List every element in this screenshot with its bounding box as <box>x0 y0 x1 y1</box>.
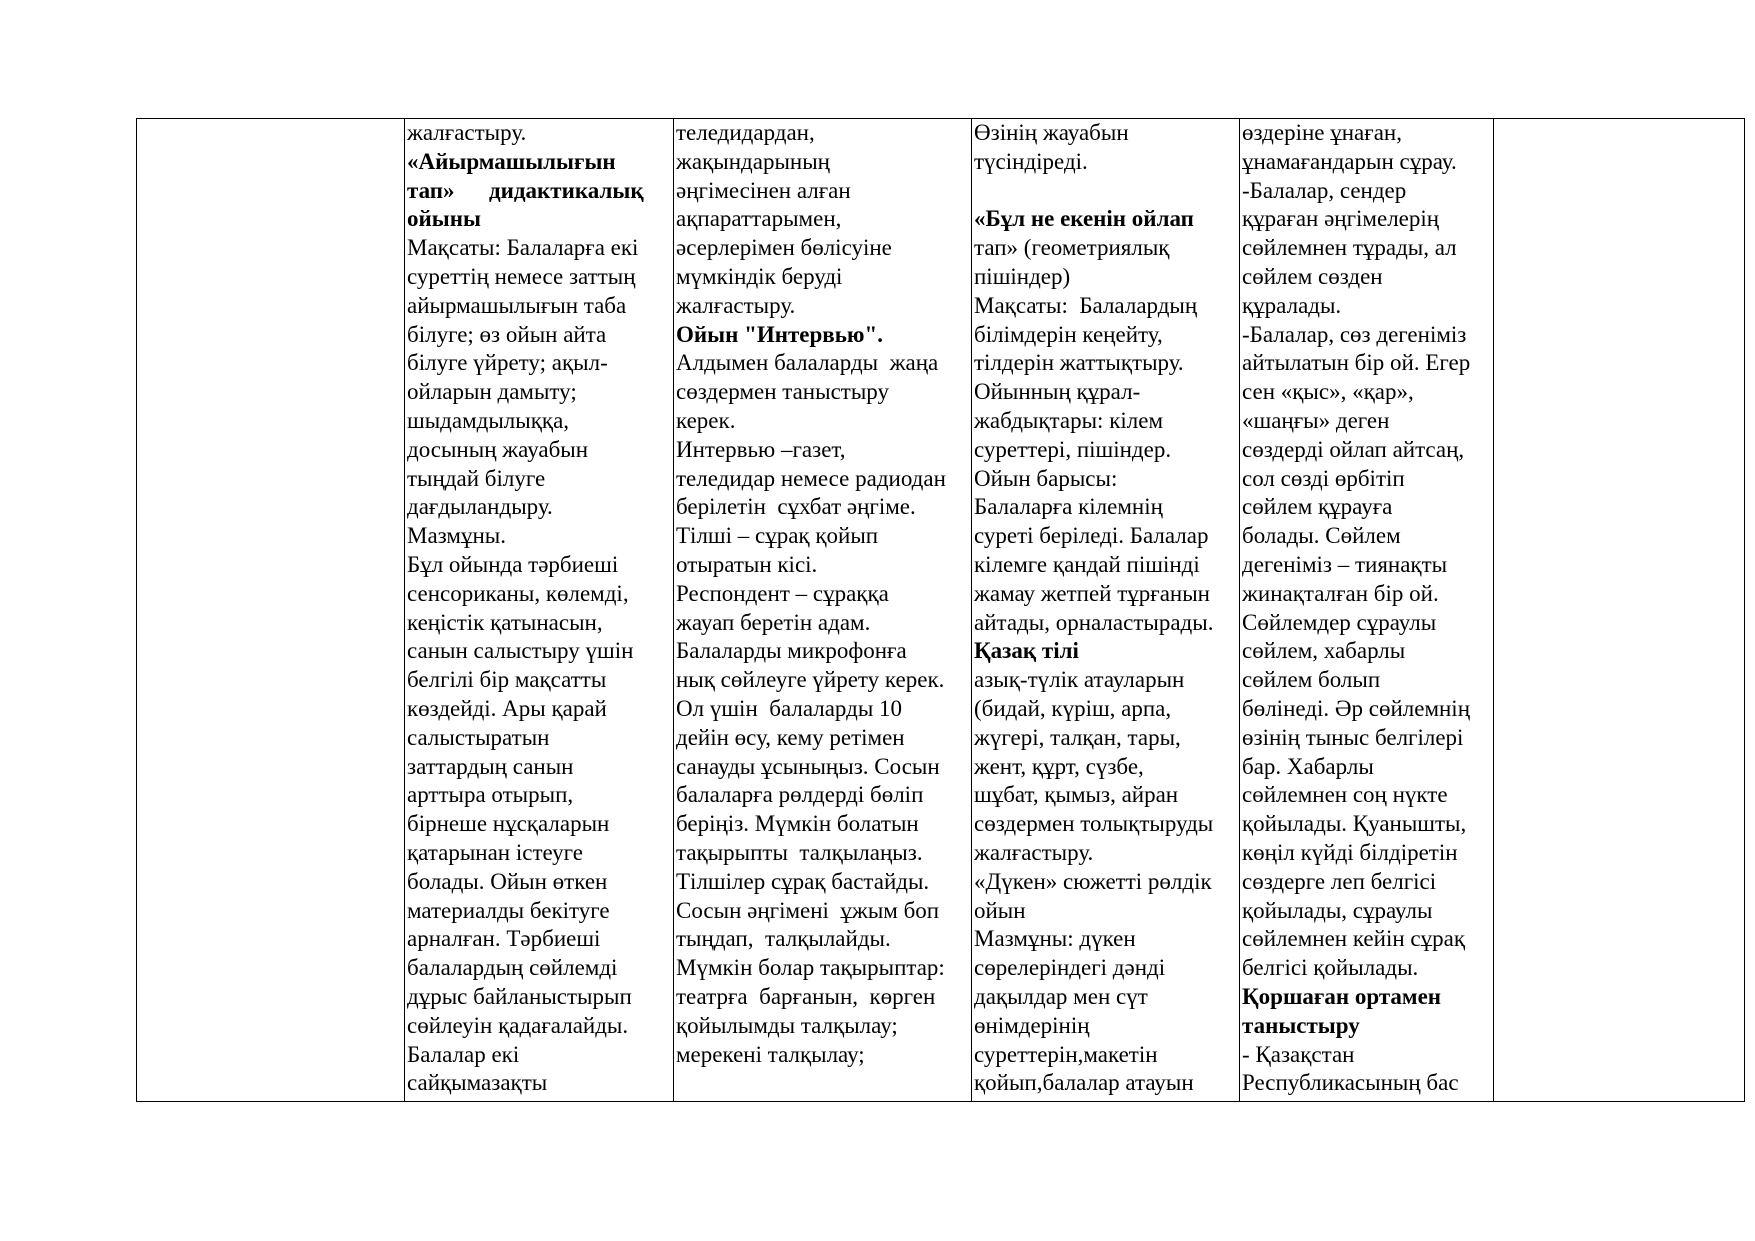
text-line: өнімдерінің <box>974 1012 1090 1038</box>
text-line: берілетін сұхбат әңгіме. <box>676 494 916 520</box>
text-line: Қоршаған ортамен <box>1242 983 1442 1009</box>
text-line: бірнеше нұсқаларын <box>407 811 610 837</box>
text-line: айтылатын бір ой. Егер <box>1242 350 1471 376</box>
text-line: мерекені талқылау; <box>676 1041 865 1067</box>
text-line: досының жауабын <box>407 436 589 462</box>
text-line: жалғастыру. <box>676 292 796 318</box>
table-cell-1 <box>137 119 405 1102</box>
text-line: сөздермен толықтыруды <box>974 811 1214 837</box>
text-line: балалардың сөйлемді <box>407 955 618 981</box>
text-line: азық-түлік атауларын <box>974 667 1185 693</box>
text-line: Интервью –газет, <box>676 436 846 462</box>
text-line: ойларын дамыту; <box>407 379 577 405</box>
text-line: тап» (геометриялық <box>974 235 1170 261</box>
table-cell-2 <box>405 119 674 1102</box>
text-line: жалғастыру. <box>974 839 1094 865</box>
text-line: Ол үшін балаларды 10 <box>676 695 903 721</box>
text-line: пішіндер) <box>974 263 1071 289</box>
text-line: теледидардан, <box>676 120 815 145</box>
text-line: Ойын "Интервью". <box>676 321 883 347</box>
text-line: арналған. Тәрбиеші <box>407 926 601 952</box>
text-line: суреті беріледі. Балалар <box>974 523 1209 549</box>
text-line: тыңдай білуге <box>407 465 546 491</box>
text-line: Респондент – сұраққа <box>676 580 889 606</box>
text-line: салыстыратын <box>407 724 550 750</box>
text-line: кеңістік қатынасын, <box>407 609 603 635</box>
text-line: жақындарының <box>676 148 830 174</box>
text-line: (бидай, күріш, арпа, <box>974 695 1172 721</box>
text-line: балаларға рөлдерді бөліп <box>676 782 924 808</box>
text-line: дейін өсу, кему ретімен <box>676 724 905 750</box>
text-line: тілдерін жаттықтыру. <box>974 350 1184 376</box>
text-line: жауап беретін адам. <box>676 609 871 635</box>
text-line: Өзінің жауабын <box>974 120 1129 145</box>
text-line: нық сөйлеуге үйрету керек. <box>676 667 945 693</box>
text-line: сөйлем құрауға <box>1242 494 1393 520</box>
text-line: сөрелеріндегі дәнді <box>974 955 1166 981</box>
text-line: тап» дидактикалық <box>407 177 644 203</box>
text-line: сайқымазақты <box>407 1070 548 1096</box>
text-line: Мақсаты: Балалардың <box>974 292 1198 318</box>
text-line: керек. <box>676 407 736 433</box>
text-line: әсерлерімен бөлісуіне <box>676 235 892 261</box>
text-line: «Айырмашылығын <box>407 148 616 174</box>
text-line: жамау жетпей тұрғанын <box>974 580 1210 606</box>
text-line: өзінің тыныс белгілері <box>1242 724 1464 750</box>
text-line: сөйлеуін қадағалайды. <box>407 1012 629 1038</box>
text-line: -Балалар, сөз дегеніміз <box>1242 321 1467 347</box>
plan-table <box>136 118 1745 1102</box>
text-line: отыратын кісі. <box>676 551 818 577</box>
text-line: бар. Хабарлы <box>1242 753 1374 779</box>
text-line: «Бұл не екенін ойлап <box>974 206 1194 232</box>
text-line: бөлінеді. Әр сөйлемнің <box>1242 695 1471 721</box>
text-line: өздеріне ұнаған, <box>1242 120 1402 145</box>
text-line: әңгімесінен алған <box>676 177 851 203</box>
text-line: - Қазақстан <box>1242 1041 1355 1067</box>
text-line: сөйлем болып <box>1242 667 1381 693</box>
text-line: жабдықтары: кілем <box>974 407 1163 433</box>
text-line: кілемге қандай пішінді <box>974 551 1200 577</box>
text-line: белгісі қойылады. <box>1242 955 1419 981</box>
cell-text <box>974 119 1237 1098</box>
text-line: сөйлемнен тұрады, ал <box>1242 235 1457 261</box>
table-cell-3 <box>674 119 972 1102</box>
text-line: болады. Ойын өткен <box>407 868 608 894</box>
text-line: санын салыстыру үшін <box>407 638 634 664</box>
text-line: Мүмкін болар тақырыптар: <box>676 955 945 981</box>
text-line: көңіл күйді білдіретін <box>1242 839 1458 865</box>
text-line: арттыра отырып, <box>407 782 574 808</box>
table-row <box>137 119 1745 1102</box>
text-line: білімдерін кеңейту, <box>974 321 1163 347</box>
text-line: «шаңғы» деген <box>1242 407 1390 433</box>
text-line: Мазмұны: дүкен <box>974 926 1136 952</box>
text-line: білуге үйрету; ақыл- <box>407 350 608 376</box>
text-line: Сосын әңгімені ұжым боп <box>676 897 940 923</box>
text-line: сөздерді ойлап айтсаң, <box>1242 436 1465 462</box>
text-line: суреттерін,макетін <box>974 1041 1158 1067</box>
text-line: -Балалар, сендер <box>1242 177 1407 203</box>
text-line: шыдамдылыққа, <box>407 407 570 433</box>
text-line: Мақсаты: Балаларға екі <box>407 235 639 261</box>
text-line: сөйлем, хабарлы <box>1242 638 1406 664</box>
text-line: тақырыпты талқылаңыз. <box>676 839 923 865</box>
text-line: ойыны <box>407 206 481 232</box>
text-line: ұнамағандарын сұрау. <box>1242 148 1457 174</box>
text-line: белгілі бір мақсатты <box>407 667 607 693</box>
text-line: шұбат, қымыз, айран <box>974 782 1179 808</box>
text-line: санауды ұсыныңыз. Сосын <box>676 753 940 779</box>
text-line: сөйлемнен кейін сұрақ <box>1242 926 1465 952</box>
text-line: театрға барғанын, көрген <box>676 983 936 1009</box>
text-line: болады. Сөйлем <box>1242 523 1401 549</box>
text-line: дақылдар мен сүт <box>974 983 1148 1009</box>
cell-text <box>1242 119 1491 1098</box>
text-line: қойып,балалар атауын <box>974 1070 1194 1096</box>
cell-text <box>676 119 969 1069</box>
text-line: «Дүкен» сюжетті рөлдік <box>974 868 1212 894</box>
text-line: қойылымды талқылау; <box>676 1012 898 1038</box>
text-line: дұрыс байланыстырып <box>407 983 632 1009</box>
text-line: қойылады. Қуанышты, <box>1242 811 1467 837</box>
table-cell-6 <box>1494 119 1745 1102</box>
text-line <box>974 177 1237 206</box>
text-line: Мазмұны. <box>407 523 506 549</box>
cell-text <box>407 119 671 1098</box>
text-line: құралады. <box>1242 292 1342 318</box>
text-line: құраған әңгімелерің <box>1242 206 1440 232</box>
text-line: Балалар екі <box>407 1041 520 1067</box>
text-line: таныстыру <box>1242 1012 1360 1038</box>
text-line: жүгері, талқан, тары, <box>974 724 1181 750</box>
text-line: айтады, орналастырады. <box>974 609 1214 635</box>
text-line: сөйлемнен соң нүкте <box>1242 782 1448 808</box>
text-line: мүмкіндік беруді <box>676 263 843 289</box>
text-line: жент, құрт, сүзбе, <box>974 753 1144 779</box>
text-line: айырмашылығын таба <box>407 292 627 318</box>
text-line: Республикасының бас <box>1242 1070 1459 1096</box>
text-line: қойылады, сұраулы <box>1242 897 1433 923</box>
text-line: Ойын барысы: <box>974 465 1118 491</box>
text-line: дегеніміз – тиянақты <box>1242 551 1448 577</box>
text-line: заттардың санын <box>407 753 574 779</box>
text-line: сөздермен таныстыру <box>676 379 889 405</box>
text-line: Бұл ойында тәрбиеші <box>407 551 619 577</box>
text-line: Тілші – сұрақ қойып <box>676 523 879 549</box>
text-line: сенсориканы, көлемді, <box>407 580 629 606</box>
text-line: Ойынның құрал- <box>974 379 1141 405</box>
table-cell-4 <box>972 119 1240 1102</box>
text-line: Алдымен балаларды жаңа <box>676 350 939 376</box>
text-line: Қазақ тілі <box>974 638 1079 664</box>
table-cell-5 <box>1240 119 1494 1102</box>
text-line: сөйлем сөзден <box>1242 263 1383 289</box>
text-line: суреттің немесе заттың <box>407 263 636 289</box>
text-line: теледидар немесе радиодан <box>676 465 946 491</box>
text-line: сөздерге леп белгісі <box>1242 868 1437 894</box>
text-line: білуге; өз ойын айта <box>407 321 607 347</box>
text-line: тыңдап, талқылайды. <box>676 926 891 952</box>
text-line: сен «қыс», «қар», <box>1242 379 1414 405</box>
text-line: материалды бекітуге <box>407 897 610 923</box>
text-line: Сөйлемдер сұраулы <box>1242 609 1437 635</box>
text-line: көздейді. Ары қарай <box>407 695 607 721</box>
text-line: Тілшілер сұрақ бастайды. <box>676 868 930 894</box>
text-line: ақпараттарымен, <box>676 206 842 232</box>
text-line: жинақталған бір ой. <box>1242 580 1439 606</box>
text-line: сол сөзді өрбітіп <box>1242 465 1405 491</box>
text-line: беріңіз. Мүмкін болатын <box>676 811 919 837</box>
text-line: Балаларға кілемнің <box>974 494 1163 520</box>
text-line: Балаларды микрофонға <box>676 638 907 664</box>
text-line: түсіндіреді. <box>974 148 1088 174</box>
text-line: қатарынан істеуге <box>407 839 583 865</box>
text-line: ойын <box>974 897 1026 923</box>
text-line: дағдыландыру. <box>407 494 553 520</box>
text-line: жалғастыру. <box>407 120 527 145</box>
text-line: суреттері, пішіндер. <box>974 436 1172 462</box>
